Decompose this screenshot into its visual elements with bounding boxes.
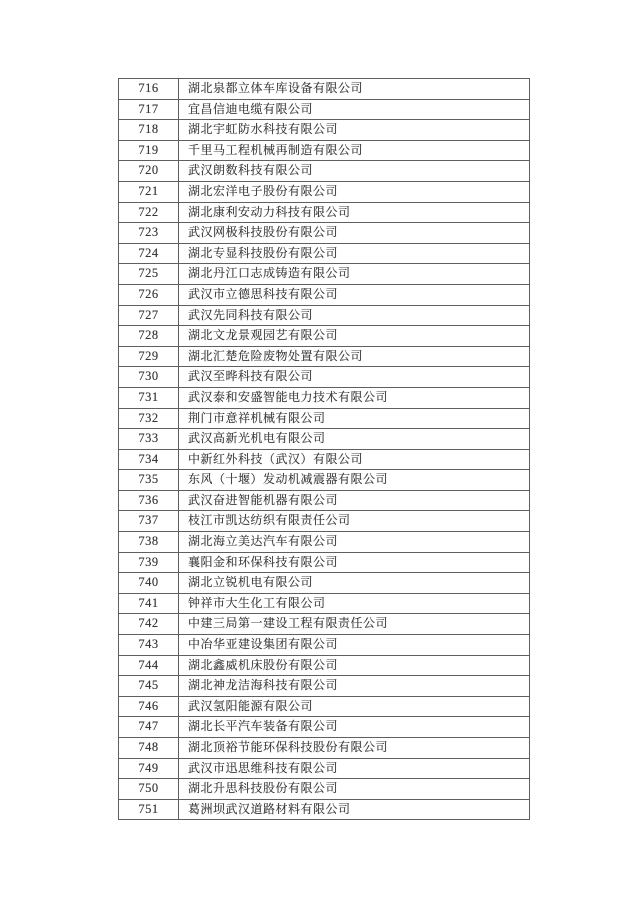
company-name: 武汉至晔科技有限公司 bbox=[179, 367, 530, 388]
company-name: 东风（十堰）发动机减震器有限公司 bbox=[179, 470, 530, 491]
company-name: 湖北宏洋电子股份有限公司 bbox=[179, 181, 530, 202]
company-name: 荆门市意祥机械有限公司 bbox=[179, 408, 530, 429]
table-row bbox=[119, 99, 530, 120]
company-name: 湖北顶裕节能环保科技股份有限公司 bbox=[179, 738, 530, 759]
row-number: 723 bbox=[119, 223, 179, 244]
row-number: 727 bbox=[119, 305, 179, 326]
row-number: 750 bbox=[119, 779, 179, 800]
company-table-body bbox=[119, 79, 530, 820]
company-name: 湖北宇虹防水科技有限公司 bbox=[179, 120, 530, 141]
table-row bbox=[119, 202, 530, 223]
company-name: 武汉奋进智能机器有限公司 bbox=[179, 490, 530, 511]
row-number: 734 bbox=[119, 449, 179, 470]
row-number: 721 bbox=[119, 181, 179, 202]
row-number: 722 bbox=[119, 202, 179, 223]
table-row bbox=[119, 676, 530, 697]
company-name: 武汉先同科技有限公司 bbox=[179, 305, 530, 326]
row-number: 729 bbox=[119, 346, 179, 367]
company-name: 中新红外科技（武汉）有限公司 bbox=[179, 449, 530, 470]
row-number: 719 bbox=[119, 140, 179, 161]
company-name: 湖北泉都立体车库设备有限公司 bbox=[179, 79, 530, 100]
company-name: 湖北鑫威机床股份有限公司 bbox=[179, 655, 530, 676]
company-name: 武汉泰和安盛智能电力技术有限公司 bbox=[179, 387, 530, 408]
table-row bbox=[119, 758, 530, 779]
row-number: 738 bbox=[119, 532, 179, 553]
table-row bbox=[119, 799, 530, 820]
row-number: 731 bbox=[119, 387, 179, 408]
company-name: 湖北丹江口志成铸造有限公司 bbox=[179, 264, 530, 285]
company-name: 葛洲坝武汉道路材料有限公司 bbox=[179, 799, 530, 820]
row-number: 739 bbox=[119, 552, 179, 573]
company-name: 钟祥市大生化工有限公司 bbox=[179, 593, 530, 614]
table-row bbox=[119, 346, 530, 367]
table-row bbox=[119, 120, 530, 141]
company-name: 宜昌信迪电缆有限公司 bbox=[179, 99, 530, 120]
table-row bbox=[119, 717, 530, 738]
table-row bbox=[119, 326, 530, 347]
row-number: 720 bbox=[119, 161, 179, 182]
row-number: 724 bbox=[119, 243, 179, 264]
table-row bbox=[119, 408, 530, 429]
company-name: 湖北神龙洁海科技有限公司 bbox=[179, 676, 530, 697]
row-number: 743 bbox=[119, 635, 179, 656]
row-number: 742 bbox=[119, 614, 179, 635]
table-row bbox=[119, 738, 530, 759]
table-row bbox=[119, 470, 530, 491]
table-row bbox=[119, 573, 530, 594]
company-name: 湖北海立美达汽车有限公司 bbox=[179, 532, 530, 553]
row-number: 726 bbox=[119, 284, 179, 305]
table-row bbox=[119, 449, 530, 470]
company-table bbox=[118, 78, 530, 820]
company-name: 枝江市凯达纺织有限责任公司 bbox=[179, 511, 530, 532]
company-name: 武汉市立德思科技有限公司 bbox=[179, 284, 530, 305]
row-number: 744 bbox=[119, 655, 179, 676]
table-row bbox=[119, 181, 530, 202]
table-row bbox=[119, 243, 530, 264]
table-row bbox=[119, 367, 530, 388]
row-number: 716 bbox=[119, 79, 179, 100]
row-number: 735 bbox=[119, 470, 179, 491]
company-name: 襄阳金和环保科技有限公司 bbox=[179, 552, 530, 573]
row-number: 736 bbox=[119, 490, 179, 511]
row-number: 728 bbox=[119, 326, 179, 347]
row-number: 737 bbox=[119, 511, 179, 532]
row-number: 747 bbox=[119, 717, 179, 738]
company-name: 湖北长平汽车装备有限公司 bbox=[179, 717, 530, 738]
table-row bbox=[119, 779, 530, 800]
row-number: 740 bbox=[119, 573, 179, 594]
company-name: 湖北文龙景观园艺有限公司 bbox=[179, 326, 530, 347]
row-number: 751 bbox=[119, 799, 179, 820]
table-row bbox=[119, 490, 530, 511]
table-row bbox=[119, 511, 530, 532]
table-row bbox=[119, 161, 530, 182]
company-name: 湖北专显科技股份有限公司 bbox=[179, 243, 530, 264]
table-row bbox=[119, 655, 530, 676]
row-number: 732 bbox=[119, 408, 179, 429]
table-row bbox=[119, 614, 530, 635]
table-row bbox=[119, 635, 530, 656]
table-row bbox=[119, 552, 530, 573]
row-number: 745 bbox=[119, 676, 179, 697]
company-name: 中建三局第一建设工程有限责任公司 bbox=[179, 614, 530, 635]
company-name: 武汉网极科技股份有限公司 bbox=[179, 223, 530, 244]
table-row bbox=[119, 532, 530, 553]
row-number: 749 bbox=[119, 758, 179, 779]
row-number: 746 bbox=[119, 696, 179, 717]
row-number: 733 bbox=[119, 429, 179, 450]
company-name: 湖北立锐机电有限公司 bbox=[179, 573, 530, 594]
table-row bbox=[119, 284, 530, 305]
table-row bbox=[119, 79, 530, 100]
row-number: 725 bbox=[119, 264, 179, 285]
table-row bbox=[119, 140, 530, 161]
row-number: 730 bbox=[119, 367, 179, 388]
table-row bbox=[119, 429, 530, 450]
table-row bbox=[119, 696, 530, 717]
company-name: 湖北汇楚危险废物处置有限公司 bbox=[179, 346, 530, 367]
company-name: 武汉氢阳能源有限公司 bbox=[179, 696, 530, 717]
company-name: 中冶华亚建设集团有限公司 bbox=[179, 635, 530, 656]
table-row bbox=[119, 264, 530, 285]
row-number: 748 bbox=[119, 738, 179, 759]
row-number: 717 bbox=[119, 99, 179, 120]
company-name: 千里马工程机械再制造有限公司 bbox=[179, 140, 530, 161]
table-row bbox=[119, 387, 530, 408]
company-name: 武汉市迅思维科技有限公司 bbox=[179, 758, 530, 779]
row-number: 741 bbox=[119, 593, 179, 614]
company-name: 武汉高新光机电有限公司 bbox=[179, 429, 530, 450]
company-name: 湖北康利安动力科技有限公司 bbox=[179, 202, 530, 223]
table-row bbox=[119, 305, 530, 326]
company-name: 湖北升思科技股份有限公司 bbox=[179, 779, 530, 800]
row-number: 718 bbox=[119, 120, 179, 141]
table-row bbox=[119, 593, 530, 614]
table-row bbox=[119, 223, 530, 244]
company-name: 武汉朗数科技有限公司 bbox=[179, 161, 530, 182]
